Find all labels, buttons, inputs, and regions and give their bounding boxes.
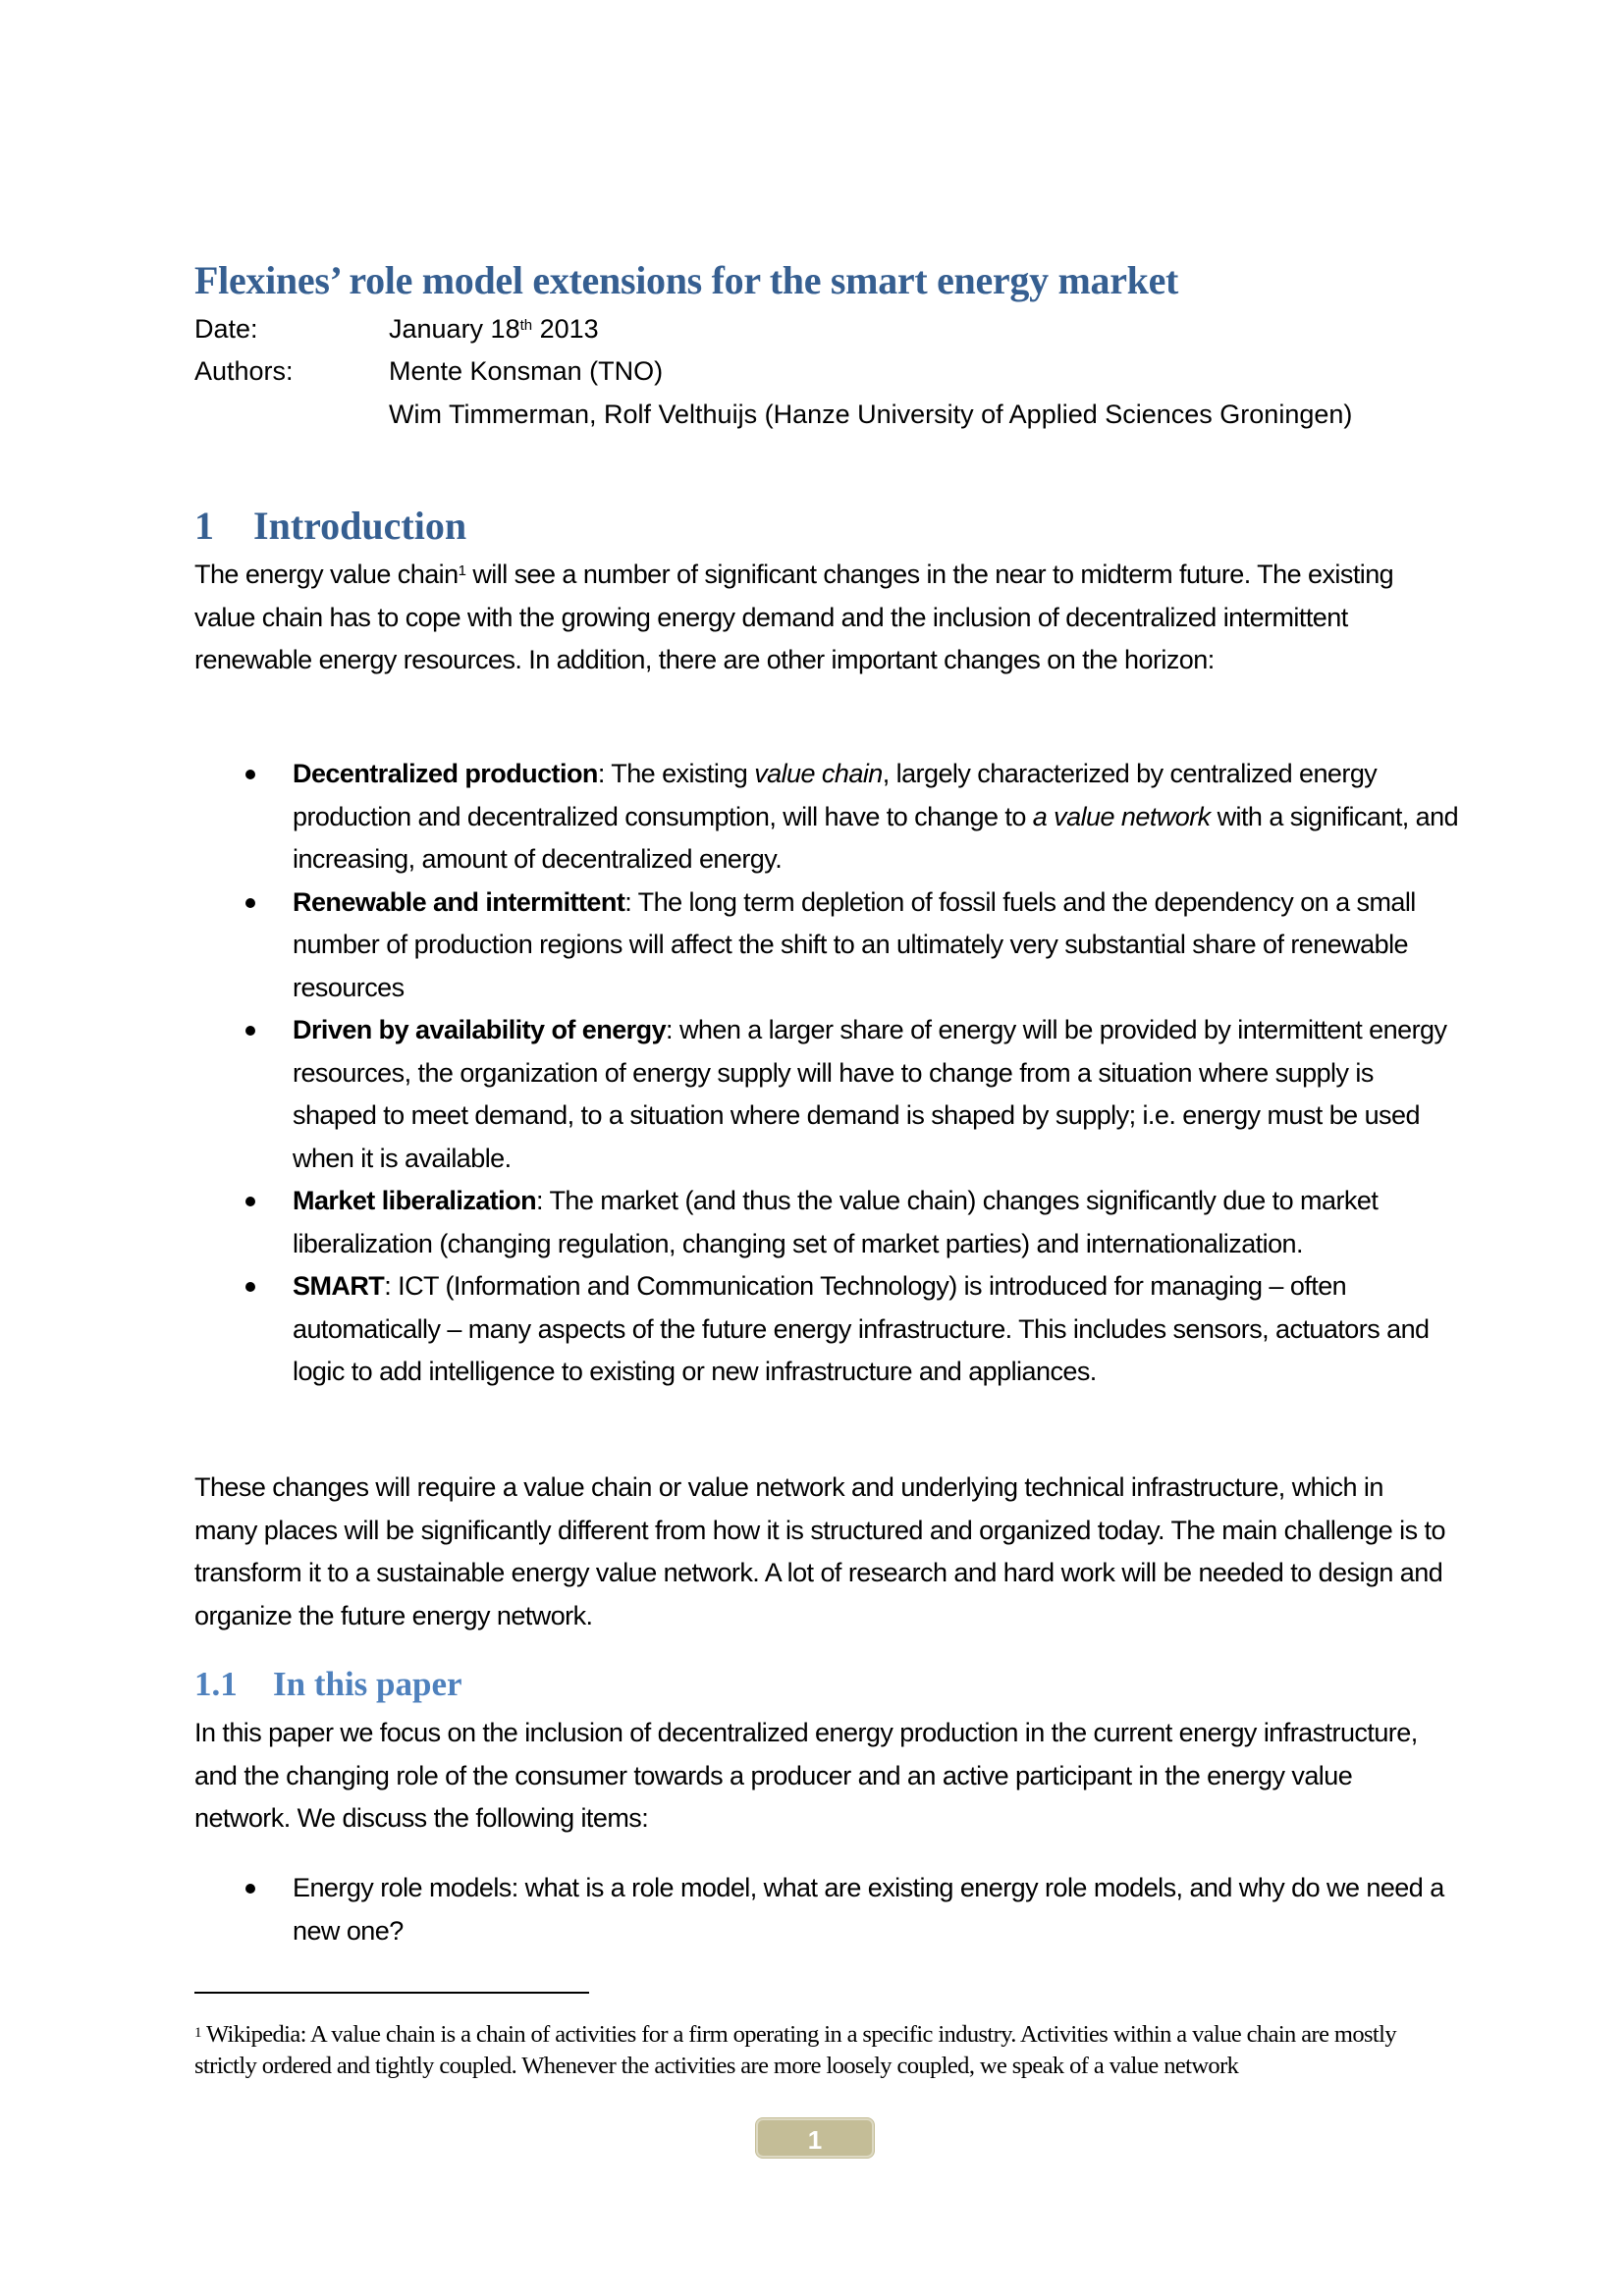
- changes-list: [194, 753, 1461, 1394]
- date-row: [194, 308, 599, 350]
- bullet-icon: [245, 1884, 255, 1894]
- authors-row: [194, 350, 663, 393]
- bullet-icon: [245, 770, 255, 779]
- authors-line-1: Mente Konsman (TNO): [389, 356, 664, 386]
- section-1-heading: [194, 503, 466, 549]
- intro-paragraph: The energy value chain$^1$ will see a number of significant changes in the near to midterm future. The existing value chain has to cope with the growing energy demand and the inclusion of decentralized intermittent renewable energy resources. In addition, there are other important changes on the horizon:: [194, 560, 1394, 674]
- items-list: [194, 1867, 1461, 1952]
- closing-paragraph: These changes will require a value chain or value network and underlying technical infrastructure, which in many places will be significantly different from how it is structured and organized today. The main challenge is to transform it to a sustainable energy value network. A lot of research and hard work will be needed to design and organize the future energy network.: [194, 1472, 1445, 1630]
- bullet-icon: [245, 1282, 255, 1292]
- bullet-icon: [245, 1197, 255, 1206]
- bullet-icon: [245, 1026, 255, 1036]
- authors-line-2: Wim Timmerman, Rolf Velthuijs (Hanze University of Applied Sciences Groningen): [389, 400, 1353, 429]
- section-1-1-heading: [194, 1665, 462, 1704]
- section-1-1-title: In this paper: [273, 1665, 462, 1703]
- date-value: January 18th 2013: [389, 314, 599, 344]
- document-title: Flexines’ role model extensions for the smart energy market: [194, 258, 1179, 302]
- list-item: Decentralized production: The existing value chain, largely characterized by centralized energy production and decentralized consumption, will have to change to a value network with a significant, and increasing, amount of decentralized energy.: [194, 753, 1461, 881]
- footnote-1: $^1$ Wikipedia: A value chain is a chain of activities for a firm operating in a specific industry. Activities within a value chain are mostly strictly ordered and tightly coupled. Whenever the activities are more loosely coupled, we speak of a value network: [194, 2021, 1396, 2079]
- footnote-separator: [194, 1992, 589, 1994]
- section-1-title: Introduction: [253, 504, 467, 548]
- in-this-paper-paragraph: In this paper we focus on the inclusion of decentralized energy production in the current energy infrastructure, and the changing role of the consumer towards a producer and an active participant in the energy value network. We discuss the following items:: [194, 1718, 1418, 1833]
- authors-row-2: [194, 394, 1352, 436]
- bullet-icon: [245, 898, 255, 908]
- authors-label: Authors:: [194, 356, 294, 386]
- list-item: Renewable and intermittent: The long term depletion of fossil fuels and the dependency on a small number of production regions will affect the shift to an ultimately very substantial share of renewable resources: [194, 881, 1461, 1010]
- date-label: Date:: [194, 314, 258, 344]
- section-1-1-number: 1.1: [194, 1665, 238, 1703]
- list-item: Driven by availability of energy: when a larger share of energy will be provided by intermittent energy resources, the organization of energy supply will have to change from a situation where supply is shaped to meet demand, to a situation where demand is shaped by supply; i.e. energy must be used when it is available.: [194, 1009, 1461, 1180]
- footnote-ref-1[interactable]: 1: [458, 562, 466, 579]
- page-number-badge: 1: [756, 2118, 874, 2158]
- list-item: Energy role models: what is a role model, what are existing energy role models, and why do we need a new one?: [194, 1867, 1461, 1952]
- list-item: Market liberalization: The market (and thus the value chain) changes significantly due to market liberalization (changing regulation, changing set of market parties) and internationalization.: [194, 1180, 1461, 1265]
- list-item: SMART: ICT (Information and Communication Technology) is introduced for managing – often automatically – many aspects of the future energy infrastructure. This includes sensors, actuators and logic to add intelligence to existing or new infrastructure and appliances.: [194, 1265, 1461, 1394]
- section-1-number: 1: [194, 504, 214, 548]
